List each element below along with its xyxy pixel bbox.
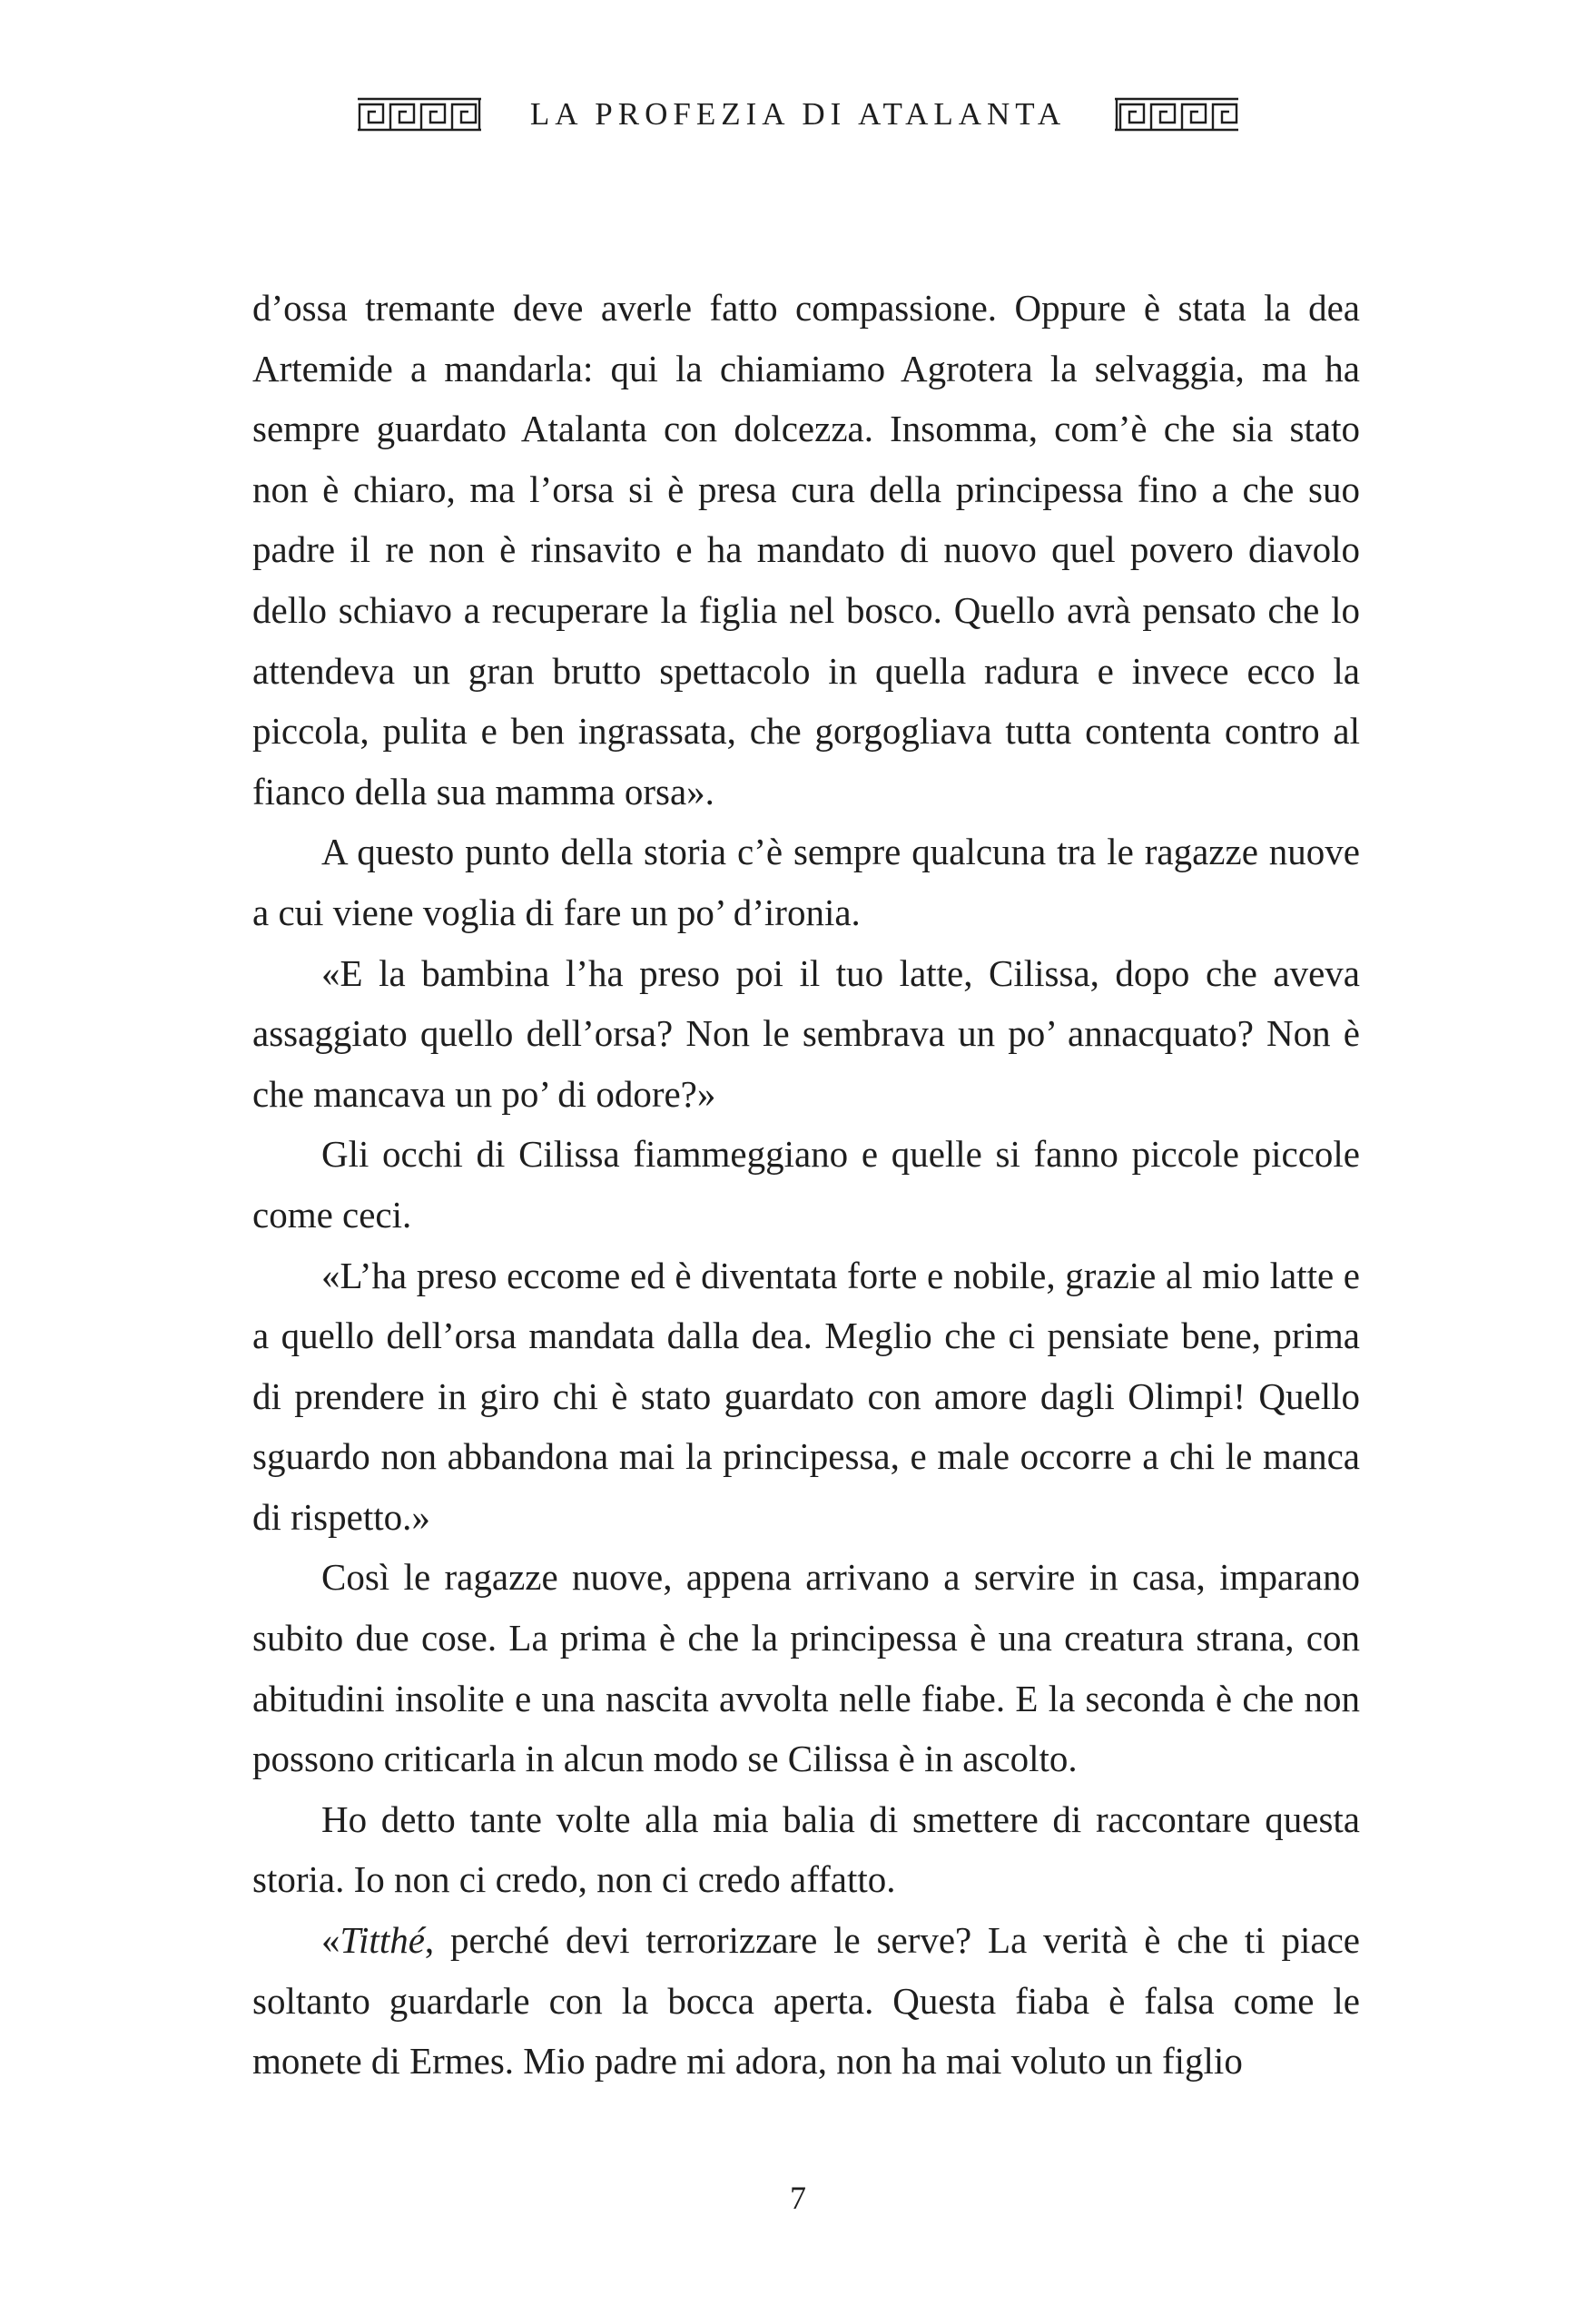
running-head-title: LA PROFEZIA DI ATALANTA [529, 96, 1067, 132]
running-head [0, 87, 1596, 142]
paragraph [252, 1910, 1360, 2092]
paragraph: Gli occhi di Cilissa fiammeggiano e quelle si fanno piccole piccole come ceci. [252, 1133, 1360, 1236]
paragraph-text: , perché devi terrorizzare le serve? La verità è che ti piace soltanto guardarle con la bocca aperta. Questa fiaba è falsa come le monete di Ermes. Mio padre mi adora, non ha mai voluto un figlio [252, 1919, 1360, 2083]
italic-word: Titthé [340, 1919, 425, 1962]
quote-mark: « [321, 1919, 340, 1962]
greek-key-ornament-right-icon [1113, 96, 1240, 133]
paragraph: Così le ragazze nuove, appena arrivano a servire in casa, imparano subito due cose. La prima è che la principessa è una creatura strana, con abitudini insolite e una nascita avvolta nelle fiabe. E la seconda è che non possono criticarla in alcun modo se Cilissa è in ascolto. [252, 1556, 1360, 1780]
paragraph: «L’ha preso eccome ed è diventata forte e nobile, grazie al mio latte e a quello dell’orsa mandata dalla dea. Meglio che ci pensiate bene, prima di prendere in giro chi è stato guardato con amore dagli Olimpi! Quello sguardo non abbandona mai la principessa, e male occorre a chi le manca di rispetto.» [252, 1254, 1360, 1538]
paragraph: A questo punto della storia c’è sempre qualcuna tra le ragazze nuove a cui viene voglia di fare un po’ d’ironia. [252, 831, 1360, 933]
paragraph: Ho detto tante volte alla mia balia di smettere di raccontare questa storia. Io non ci credo, non ci credo affatto. [252, 1797, 1360, 1901]
greek-key-ornament-left-icon [356, 96, 483, 133]
page-number: 7 [790, 2180, 806, 2216]
paragraph: «E la bambina l’ha preso poi il tuo latte, Cilissa, dopo che aveva assaggiato quello dell’orsa? Non le sembrava un po’ annacquato? Non è che mancava un po’ di odore?» [252, 951, 1360, 1115]
paragraph: d’ossa tremante deve averle fatto compassione. Oppure è stata la dea Artemide a mandarla: qui la chiamiamo Agrotera la selvaggia, ma ha sempre guardato Atalanta con dolcezza. Insomma, com’è che sia stato non è chiaro, ma l’orsa si è presa cura della principessa fino a che suo padre il re non è rinsavito e ha mandato di nuovo quel povero diavolo dello schiavo a recuperare la figlia nel bosco. Quello avrà pensato che lo attendeva un gran brutto spettacolo in quella radura e invece ecco la piccola, pulita e ben ingrassata, che gorgogliava tutta contenta contro al fianco della sua mamma orsa». [252, 287, 1360, 812]
body-text [252, 278, 1360, 2092]
